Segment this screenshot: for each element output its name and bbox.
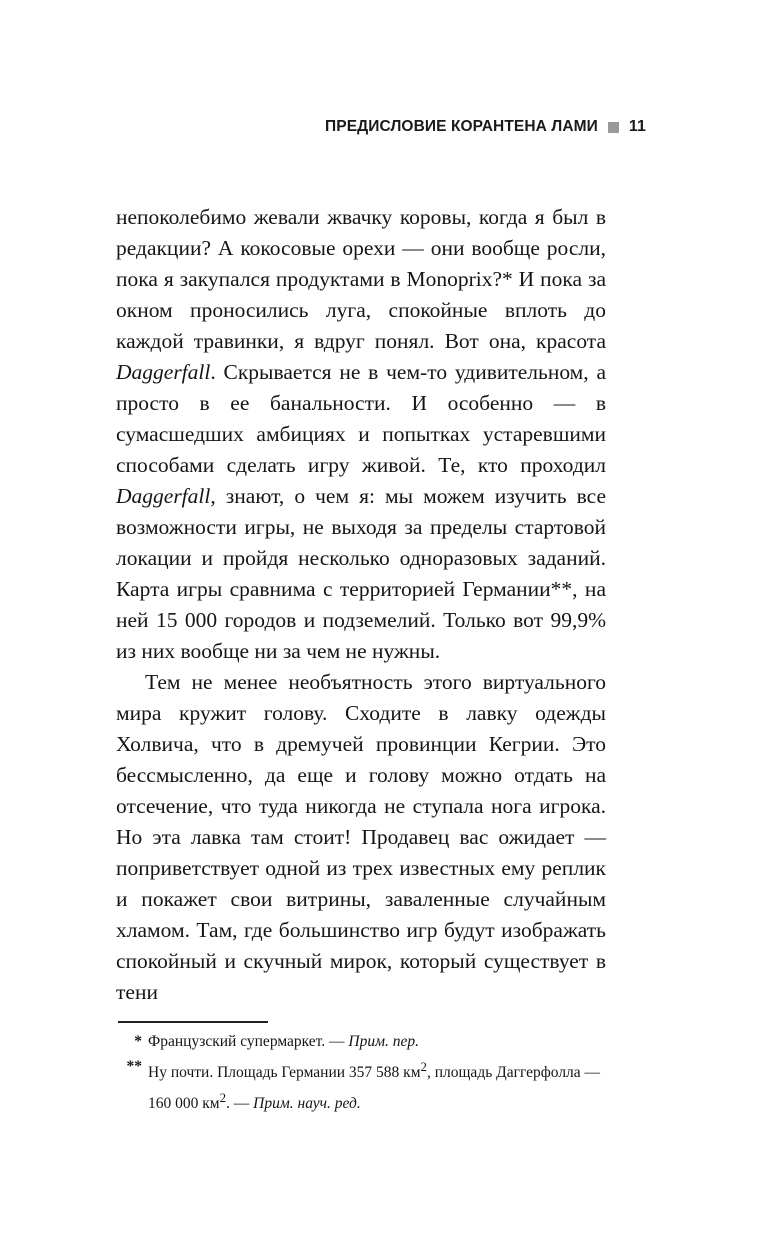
game-title-italic: Daggerfall [116,484,211,508]
footnote-1 [118,1029,608,1054]
running-title: ПРЕДИСЛОВИЕ КОРАНТЕНА ЛАМИ [325,118,598,135]
footnote-body: , площадь Даггерфолла — 160 000 км [148,1064,601,1113]
footnote-2 [118,1054,608,1116]
footnote-divider [118,1021,268,1023]
footnote-body: Ну почти. Площадь Германии 357 588 км [148,1064,421,1082]
footnotes [118,1029,608,1116]
main-text [116,202,606,1008]
game-title-italic: Daggerfall [116,360,211,384]
footnote-note: Прим. пер. [348,1033,420,1050]
footnote-marker: ** [126,1058,142,1075]
superscript: 2 [219,1090,227,1106]
footnote-marker: * [134,1033,142,1050]
footnote-body: . — [226,1095,254,1113]
header-square-separator [608,122,619,133]
page-number: 11 [628,118,646,135]
superscript: 2 [420,1059,427,1074]
paragraph-1-part-1: непоколебимо жевали жвачку коровы, когда я был в редакции? А кокосовые орехи — они вообще росли, пока я закупался продуктами в Monoprix?* И пока за окном проносились луга, спокойные вплоть до каждой травинки, я вдруг понял. Вот она, красота [116,205,606,353]
paragraph-1 [116,202,606,667]
footnote-note: Прим. науч. ред. [253,1095,361,1113]
running-header [325,118,646,136]
paragraph-1-part-3: , знают, о чем я: мы можем изучить все возможности игры, не выходя за пределы стартовой локации и пройдя несколько одноразовых заданий. Карта игры сравнима с территорией Германии**, на ней 15 000 городов и подземелий. Только вот 99,9% из них вообще ни за чем не нужны. [116,484,606,663]
footnote-body: Французский супермаркет. — [148,1033,349,1050]
paragraph-2: Тем не менее необъятность этого виртуального мира кружит голову. Сходите в лавку одежды Холвича, что в дремучей провинции Кегрии. Это бессмысленно, да еще и голову можно отдать на отсечение, что туда никогда не ступала нога игрока. Но эта лавка там стоит! Продавец вас ожидает — поприветствует одной из трех известных ему реплик и покажет свои витрины, заваленные случайным хламом. Там, где большинство игр будут изображать спокойный и скучный мирок, который существует в тени [116,670,606,1004]
paragraph-1-part-2: . Скрывается не в чем-то удивительном, а просто в ее банальности. И особенно — в сумасшедших амбициях и попытках устаревшими способами сделать игру живой. Те, кто проходил [116,360,606,477]
footnote-text [148,1054,608,1116]
footnote-text [148,1029,608,1054]
